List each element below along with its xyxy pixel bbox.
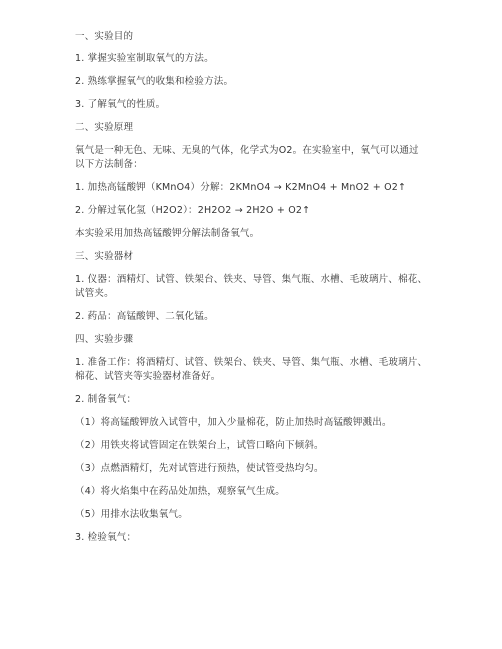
substep-2: （2）用铁夹将试管固定在铁架台上，试管口略向下倾斜。 bbox=[75, 440, 324, 451]
step-preparation-line-1: 1. 准备工作：将酒精灯、试管、铁架台、铁夹、导管、集气瓶、水槽、毛玻璃片、 bbox=[75, 357, 428, 368]
equipment-chemicals: 2. 药品：高锰酸钾、二氧化锰。 bbox=[75, 311, 214, 322]
principle-paragraph-line-2: 以下方法制备： bbox=[75, 159, 143, 170]
purpose-item-3: 3. 了解氧气的性质。 bbox=[75, 99, 166, 110]
substep-4: （4）将火焰集中在药品处加热，观察氧气生成。 bbox=[75, 486, 285, 497]
purpose-item-2: 2. 熟练掌握氧气的收集和检验方法。 bbox=[75, 76, 234, 87]
purpose-item-1: 1. 掌握实验室制取氧气的方法。 bbox=[75, 53, 214, 64]
section-heading-purpose: 一、实验目的 bbox=[75, 31, 134, 42]
step-produce-oxygen: 2. 制备氧气： bbox=[75, 394, 137, 405]
equipment-instruments-line-2: 试管夹。 bbox=[75, 288, 114, 299]
equipment-instruments-line-1: 1. 仪器：酒精灯、试管、铁架台、铁夹、导管、集气瓶、水槽、毛玻璃片、棉花、 bbox=[75, 274, 428, 285]
step-test-oxygen: 3. 检验氧气： bbox=[75, 532, 137, 543]
substep-3: （3）点燃酒精灯，先对试管进行预热，使试管受热均匀。 bbox=[75, 463, 324, 474]
section-heading-equipment: 三、实验器材 bbox=[75, 251, 134, 262]
principle-paragraph-line-1: 氧气是一种无色、无味、无臭的气体，化学式为O2。在实验室中，氧气可以通过 bbox=[75, 145, 419, 156]
section-heading-steps: 四、实验步骤 bbox=[75, 334, 134, 345]
section-heading-principle: 二、实验原理 bbox=[75, 122, 134, 133]
substep-1: （1）将高锰酸钾放入试管中，加入少量棉花，防止加热时高锰酸钾溅出。 bbox=[75, 417, 392, 428]
principle-method-1: 1. 加热高锰酸钾（KMnO4）分解：2KMnO4 → K2MnO4 + MnO2 + O2↑ bbox=[75, 182, 407, 193]
principle-method-2: 2. 分解过氧化氢（H2O2）：2H2O2 → 2H2O + O2↑ bbox=[75, 205, 311, 216]
substep-5: （5）用排水法收集氧气。 bbox=[75, 509, 188, 520]
step-preparation-line-2: 棉花、试管夹等实验器材准备好。 bbox=[75, 371, 221, 382]
principle-conclusion: 本实验采用加热高锰酸钾分解法制备氧气。 bbox=[75, 228, 260, 239]
